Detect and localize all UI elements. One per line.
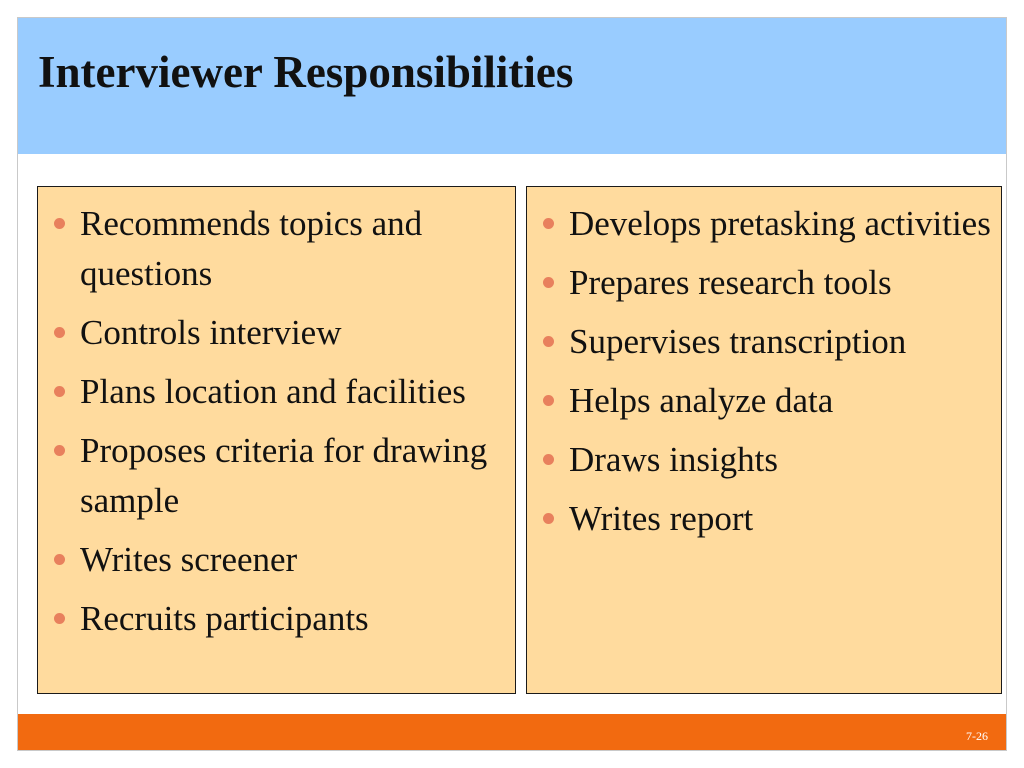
bullet-item	[569, 258, 995, 308]
bullet-text: Writes screener	[80, 540, 298, 579]
bullet-text: Recommends topics and questions	[80, 204, 423, 293]
left-bullet-panel	[37, 186, 516, 694]
bullet-dot-icon	[54, 218, 65, 229]
bullet-dot-icon	[54, 386, 65, 397]
bullet-text: Helps analyze data	[569, 381, 834, 420]
bullet-item	[569, 376, 995, 426]
bullet-dot-icon	[543, 336, 554, 347]
bullet-item	[80, 199, 509, 299]
bullet-text: Develops pretasking activities	[569, 204, 991, 243]
bullet-text: Proposes criteria for drawing sample	[80, 431, 488, 520]
bullet-dot-icon	[543, 277, 554, 288]
bullet-dot-icon	[54, 554, 65, 565]
bullet-dot-icon	[543, 395, 554, 406]
left-bullet-list	[38, 187, 515, 644]
bullet-text: Plans location and facilities	[80, 372, 466, 411]
right-bullet-list	[527, 187, 1001, 544]
bullet-item	[569, 494, 995, 544]
bullet-dot-icon	[54, 327, 65, 338]
bullet-item	[80, 535, 509, 585]
bullet-dot-icon	[543, 513, 554, 524]
slide	[17, 17, 1007, 751]
bullet-item	[569, 199, 995, 249]
bullet-dot-icon	[54, 613, 65, 624]
bullet-text: Supervises transcription	[569, 322, 907, 361]
bullet-text: Prepares research tools	[569, 263, 892, 302]
bullet-item	[569, 317, 995, 367]
footer-band	[18, 714, 1006, 750]
bullet-text: Writes report	[569, 499, 754, 538]
bullet-item	[80, 426, 509, 526]
bullet-item	[569, 435, 995, 485]
page-number: 7-26	[966, 729, 988, 743]
bullet-text: Controls interview	[80, 313, 342, 352]
bullet-text: Recruits participants	[80, 599, 369, 638]
bullet-item	[80, 594, 509, 644]
bullet-dot-icon	[543, 218, 554, 229]
title-band	[18, 18, 1006, 154]
right-bullet-panel	[526, 186, 1002, 694]
slide-title: Interviewer Responsibilities	[38, 47, 574, 97]
bullet-text: Draws insights	[569, 440, 779, 479]
bullet-dot-icon	[54, 445, 65, 456]
bullet-item	[80, 367, 509, 417]
bullet-dot-icon	[543, 454, 554, 465]
bullet-item	[80, 308, 509, 358]
